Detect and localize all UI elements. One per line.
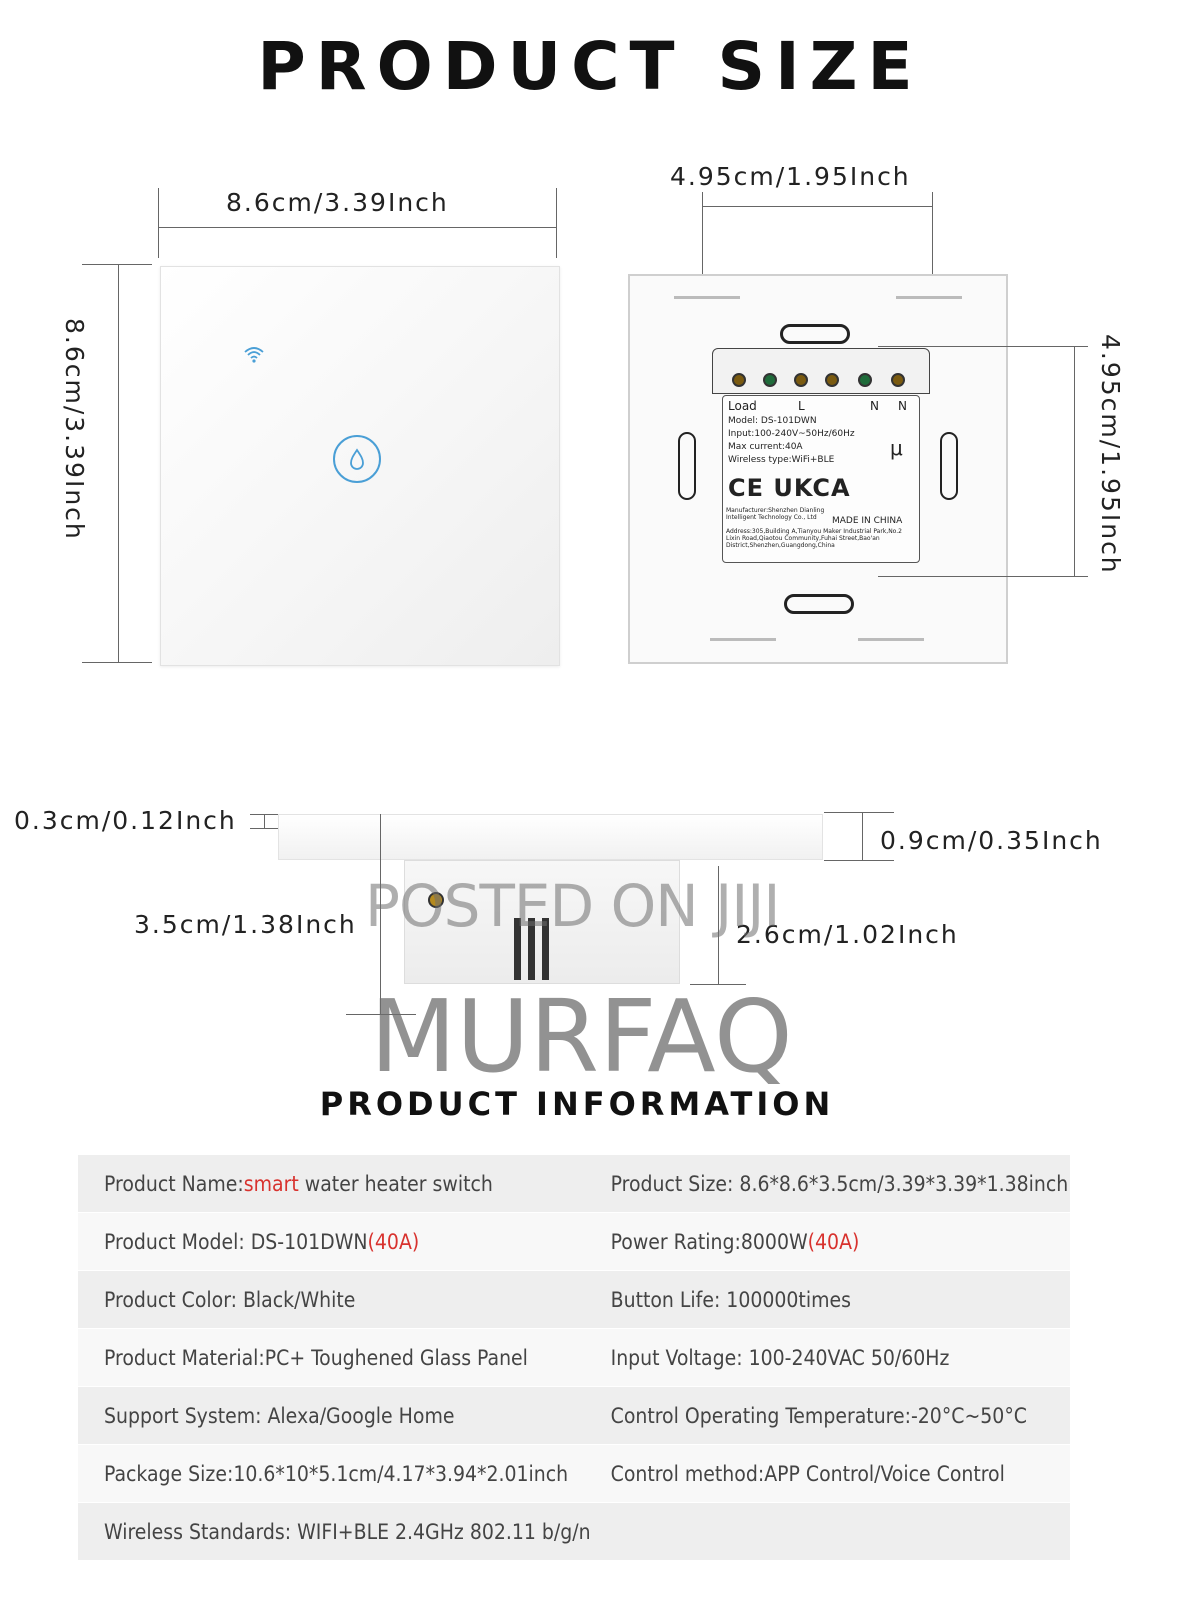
back-module-width-label: 4.95cm/1.95Inch [670,162,911,191]
info-cell-left [78,1329,591,1387]
label-made-in: MADE IN CHINA [832,516,903,526]
dim-line [118,264,119,662]
terminal-screw [763,373,777,387]
label-max-current: Max current:40A [728,442,803,452]
info-cell-right [591,1271,1070,1329]
info-text-prefix: Button Life: 100000times [610,1287,851,1312]
mount-hole [940,432,958,500]
info-text-prefix: Product Material:PC+ Toughened Glass Panel [104,1345,528,1370]
dim-tick [250,828,280,829]
plate-thickness-label: 0.9cm/0.35Inch [880,826,1103,855]
watermark-posted: POSTED ON JIJI [365,872,780,940]
label-terminal-l: L [798,399,805,413]
info-cell-right [591,1213,1070,1271]
info-cell-right [591,1387,1070,1445]
total-depth-label: 3.5cm/1.38Inch [134,910,357,939]
info-cell-left [78,1155,591,1213]
info-text-prefix: Wireless Standards: WIFI+BLE 2.4GHz 802.11 b/g/n [104,1519,591,1544]
info-row [78,1503,1070,1561]
wifi-icon [243,344,265,368]
label-terminal-n: N [898,399,907,413]
info-text-highlight: (40A) [807,1229,860,1254]
product-information-title: PRODUCT INFORMATION [319,1085,835,1123]
water-drop-icon [346,448,368,476]
info-row [78,1213,1070,1271]
dim-tick [878,346,1088,347]
dim-line [264,814,265,828]
info-text-prefix: Control Operating Temperature:-20°C~50°C [610,1403,1027,1428]
info-cell-left [78,1271,591,1329]
info-cell-left [78,1445,591,1503]
label-input: Input:100-240V~50Hz/60Hz [728,429,855,439]
info-cell-left [78,1387,591,1445]
terminal-screw [794,373,808,387]
dim-tick [158,188,159,258]
info-text-highlight: smart [243,1171,299,1196]
dim-tick [82,264,152,265]
glass-thickness-label: 0.3cm/0.12Inch [14,806,237,835]
body-depth-label: 2.6cm/1.02Inch [736,920,959,949]
front-height-label: 8.6cm/3.39Inch [60,318,89,541]
info-text-prefix: Product Model: DS-101DWN [104,1229,368,1254]
dim-tick [878,576,1088,577]
info-text-suffix: water heater switch [298,1171,493,1196]
info-cell-left [78,1213,591,1271]
back-module-height-label: 4.95cm/1.95Inch [1096,334,1125,575]
info-text-prefix: Control method:APP Control/Voice Control [610,1461,1005,1486]
label-wireless: Wireless type:WiFi+BLE [728,455,835,465]
terminal-screw [891,373,905,387]
info-row [78,1155,1070,1213]
info-text-prefix: Package Size:10.6*10*5.1cm/4.17*3.94*2.01inch [104,1461,569,1486]
info-text-prefix: Product Name: [104,1171,244,1196]
info-row [78,1445,1070,1503]
dim-line [158,227,556,228]
product-info-table [78,1154,1070,1560]
side-panel [278,814,823,860]
dim-tick [824,860,894,861]
info-text-prefix: Power Rating:8000W [610,1229,808,1254]
info-text-prefix: Product Size: 8.6*8.6*3.5cm/3.39*3.39*1.38inch [610,1171,1069,1196]
slot [674,296,740,299]
terminal-screw [732,373,746,387]
info-text-prefix: Input Voltage: 100-240VAC 50/60Hz [610,1345,950,1370]
info-text-prefix: Product Color: Black/White [104,1287,356,1312]
slot [858,638,924,641]
dim-tick [82,662,152,663]
product-size-title: PRODUCT SIZE [257,28,923,105]
front-width-label: 8.6cm/3.39Inch [226,188,449,217]
info-cell-right [591,1503,1070,1561]
info-text-highlight: (40A) [367,1229,420,1254]
label-load: Load [728,399,757,413]
info-text-prefix: Support System: Alexa/Google Home [104,1403,455,1428]
terminal-block [712,348,930,394]
label-address: Address:305,Building A,Tianyou Maker Industrial Park,No.2 Lixin Road,Qiaotou Community,Fuhai Street,Bao'an District,Shenzhen,Guangdong,China [726,528,902,549]
watermark-murfaq: MURFAQ [370,978,793,1095]
info-row [78,1329,1070,1387]
label-mu: μ [890,436,903,460]
mount-hole [678,432,696,500]
dim-line [862,812,863,860]
label-model: Model: DS-101DWN [728,416,817,426]
dim-line [1074,346,1075,576]
dim-tick [556,188,557,258]
label-terminal-n: N [870,399,879,413]
info-row [78,1271,1070,1329]
cert-marks: CE UKCA [728,474,851,502]
mount-hole [784,594,854,614]
mount-hole [780,324,850,344]
info-cell-right [591,1329,1070,1387]
slot [710,638,776,641]
terminal-screw [858,373,872,387]
info-cell-left [78,1503,591,1561]
label-manufacturer: Manufacturer:Shenzhen Dianling Intelligent Technology Co., Ltd [726,507,825,521]
dim-line [702,206,932,207]
info-cell-right [591,1445,1070,1503]
info-cell-right [591,1155,1070,1213]
terminal-screw [825,373,839,387]
dim-tick [824,812,894,813]
info-row [78,1387,1070,1445]
slot [896,296,962,299]
